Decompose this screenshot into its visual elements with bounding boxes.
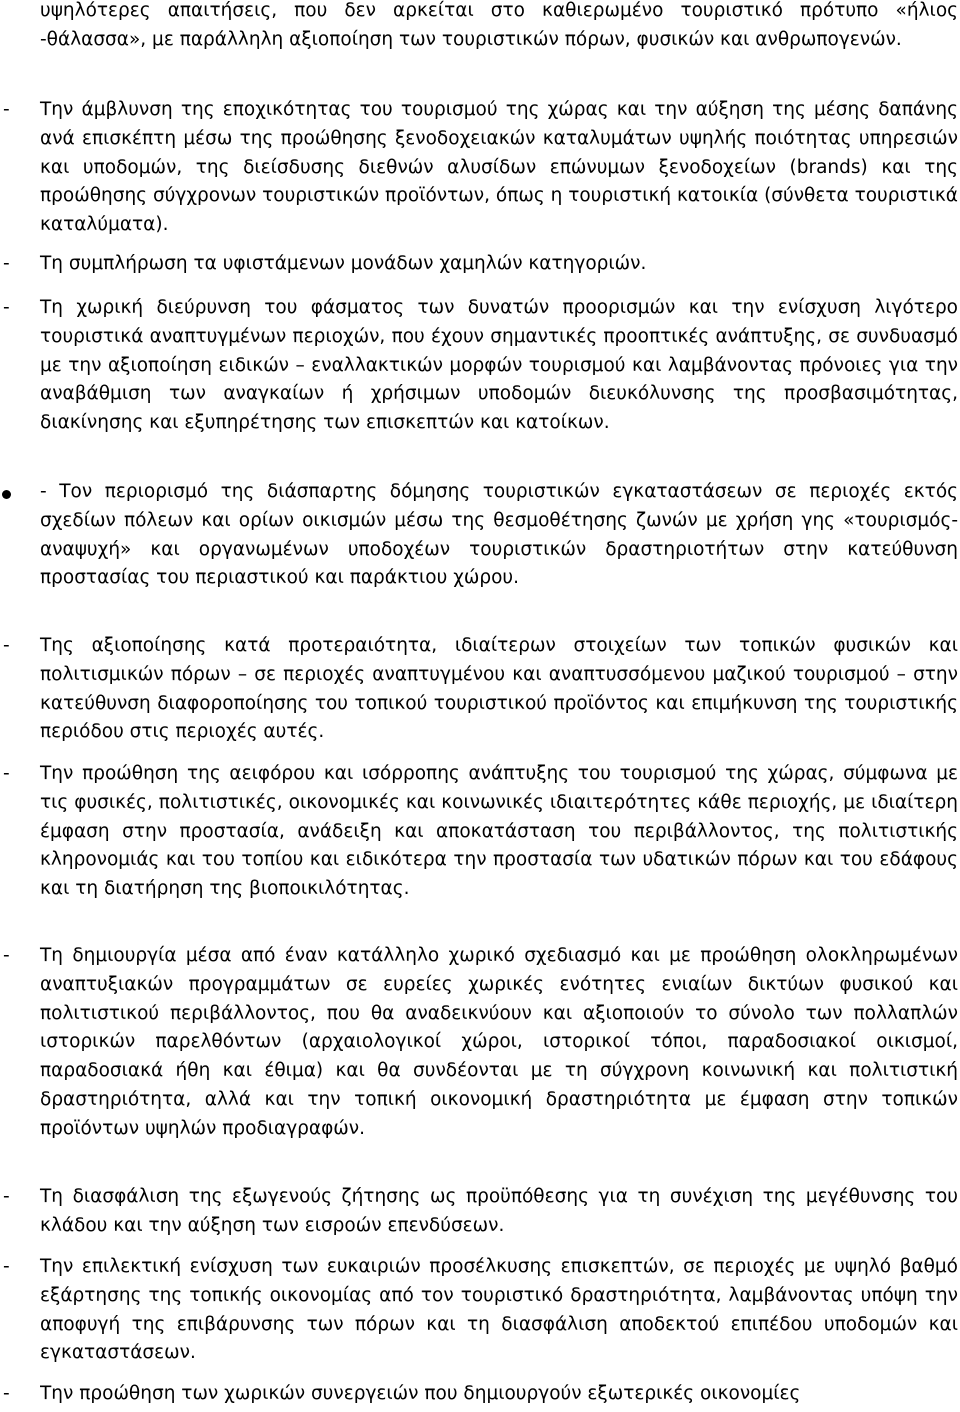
list-item: Την προώθηση των χωρικών συνεργειών που δημιουργούν εξωτερικές οικονομίες xyxy=(40,1383,801,1404)
bullet-list-item: - Τον περιορισμό της διάσπαρτης δόμησης τουριστικών εγκαταστάσεων σε περιοχές εκτός σχεδίων πόλεων και ορίων οικισμών μέσω της θεσμοθέτησης ζωνών με χρήση γης «τουρισμός-αναψυχή» και οργανωμένων υποδοχέων τουριστικών δραστηριοτήτων στην κατεύθυνση προστασίας του περιαστικού και παράκτιου χώρου. xyxy=(40,481,958,589)
list-item: Τη συμπλήρωση τα υφιστάμενων μονάδων χαμηλών κατηγοριών. xyxy=(40,253,647,274)
list-dash: - xyxy=(3,99,10,120)
list-item: Της αξιοποίησης κατά προτεραιότητα, ιδιαίτερων στοιχείων των τοπικών φυσικών και πολιτισμικών πόρων – σε περιοχές αναπτυγμένου και αναπτυσσόμενου μαζικού τουρισμού – στην κατεύθυνση διαφοροποίησης του τοπικού τουριστικού προϊόντος και επιμήκυνση της τουριστικής περιόδου στις περιοχές αυτές. xyxy=(40,635,958,743)
list-dash: - xyxy=(3,253,10,274)
list-item: Τη χωρική διεύρυνση του φάσματος των δυνατών προορισμών και την ενίσχυση λιγότερο τουριστικά αναπτυγμένων περιοχών, που έχουν σημαντικές προοπτικές ανάπτυξης, σε συνδυασμό με την αξιοποίηση ειδικών – εναλλακτικών μορφών τουρισμού και λαμβάνοντας πρόνοιες για την αναβάθμιση των αναγκαίων ή χρήσιμων υποδομών διευκόλυνσης της προσβασιμότητας, διακίνησης και εξυπηρέτησης των επισκεπτών και κατοίκων. xyxy=(40,297,958,434)
bullet-icon xyxy=(2,490,11,499)
list-item: Την άμβλυνση της εποχικότητας του τουρισμού της χώρας και την αύξηση της μέσης δαπάνης ανά επισκέπτη μέσω της προώθησης ξενοδοχειακών καταλυμάτων υψηλής ποιότητας υπηρεσιών και υποδομών, της διείσδυσης διεθνών αλυσίδων επώνυμων ξενοδοχείων (brands) και της προώθησης σύγχρονων τουριστικών προϊόντων, όπως η τουριστική κατοικία (σύνθετα τουριστικά καταλύματα). xyxy=(40,99,958,236)
list-item: Τη δημιουργία μέσα από έναν κατάλληλο χωρικό σχεδιασμό και με προώθηση ολοκληρωμένων αναπτυξιακών προγραμμάτων σε ευρείες χωρικές ενότητες ενιαίων δικτύων φυσικού και πολιτιστικού περιβάλλοντος, που θα αναδεικνύουν και αξιοποιούν το σύνολο των πολλαπλών ιστορικών παρελθόντων (αρχαιολογικοί χώροι, ιστορικοί τόποι, παραδοσιακοί οικισμοί, παραδοσιακά ήθη και έθιμα) και θα συνδέονται με τη σύγχρονη κοινωνική και πολιτιστική δραστηριότητα, αλλά και την τοπική οικονομική δραστηριότητα με έμφαση στην τοπικών προϊόντων υψηλών προδιαγραφών. xyxy=(40,945,958,1139)
list-dash: - xyxy=(3,1186,10,1207)
list-dash: - xyxy=(3,945,10,966)
list-dash: - xyxy=(3,763,10,784)
list-dash: - xyxy=(3,635,10,656)
intro-paragraph: υψηλότερες απαιτήσεις, που δεν αρκείται στο καθιερωμένο τουριστικό πρότυπο «ήλιος -θάλασσα», με παράλληλη αξιοποίηση των τουριστικών πόρων, φυσικών και ανθρωπογενών. xyxy=(40,0,958,50)
list-item: Την επιλεκτική ενίσχυση των ευκαιριών προσέλκυσης επισκεπτών, σε περιοχές με υψηλό βαθμό εξάρτησης της τοπικής οικονομίας από τον τουριστικό δραστηριότητα, λαμβάνοντας υπόψη την αποφυγή της επιβάρυνσης των πόρων και τη διασφάλιση αποδεκτού επιπέδου υποδομών και εγκαταστάσεων. xyxy=(40,1256,958,1364)
list-dash: - xyxy=(3,297,10,318)
list-item: Την προώθηση της αειφόρου και ισόρροπης ανάπτυξης του τουρισμού της χώρας, σύμφωνα με τις φυσικές, πολιτιστικές, οικονομικές και κοινωνικές ιδιαιτερότητες κάθε περιοχής, με ιδιαίτερη έμφαση στην προστασία, ανάδειξη και αποκατάσταση του περιβάλλοντος, της πολιτιστικής κληρονομιάς και του τοπίου και ειδικότερα την προστασία των υδατικών πόρων και του εδάφους και τη διατήρηση της βιοποικιλότητας. xyxy=(40,763,958,900)
list-dash: - xyxy=(3,1256,10,1277)
list-dash: - xyxy=(3,1383,10,1404)
list-item: Τη διασφάλιση της εξωγενούς ζήτησης ως προϋπόθεσης για τη συνέχιση της μεγέθυνσης του κλάδου και την αύξηση των εισροών επενδύσεων. xyxy=(40,1186,958,1236)
